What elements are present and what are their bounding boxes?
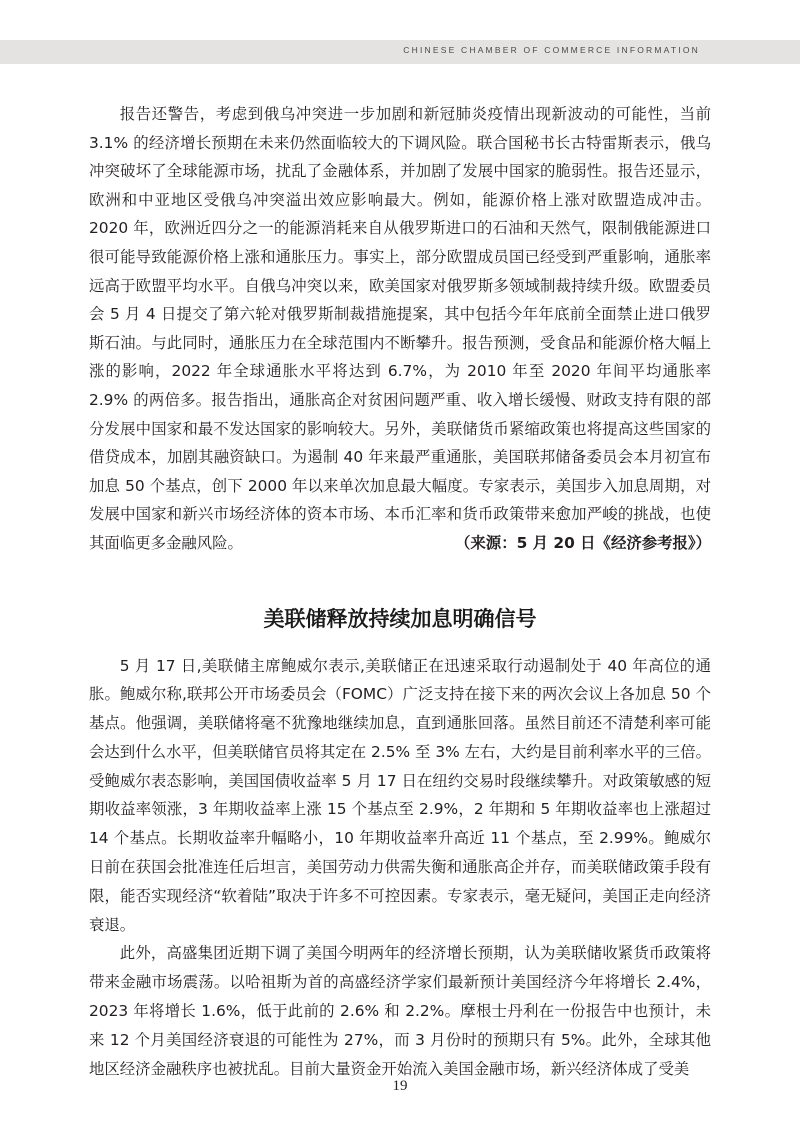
article-paragraph: 此外，高盛集团近期下调了美国今明两年的经济增长预期，认为美联储收紧货币政策将带来金融市场震荡。以哈祖斯为首的高盛经济学家们最新预计美国经济今年将增长 2.4%，2023 年将增长 1.6%，低于此前的 2.6% 和 2.2%。摩根士丹利在一份报告中也预计，未来 12 个月美国经济衰退的可能性为 27%，而 3 月份时的预期只有 5%。此外，全球其他地区经济金融秩序也被扰乱。目前大量资金开始流入美国金融市场，新兴经济体成了受美 [89,944,711,1078]
running-header-bar [0,40,800,64]
publication-title: CHINESE CHAMBER OF COMMERCE INFORMATION [403,45,700,55]
article-title: 美联储释放持续加息明确信号 [263,606,537,631]
article-paragraph: 5 月 17 日,美联储主席鲍威尔表示,美联储正在迅速采取行动遏制处于 40 年高位的通胀。鲍威尔称,联邦公开市场委员会（FOMC）广泛支持在接下来的两次会议上各加息 50 个基点。他强调，美联储将毫不犹豫地继续加息，直到通胀回落。虽然目前还不清楚利率可能会达到什么水平，但美联储官员将其定在 2.5% 至 3% 左右，大约是目前利率水平的三倍。受鲍威尔表态影响，美国国债收益率 5 月 17 日在纽约交易时段继续攀升。对政策敏感的短期收益率领涨，3 年期收益率上涨 15 个基点至 2.9%，2 年期和 5 年期收益率也上涨超过 14 个基点。长期收益率升幅略小，10 年期收益率升高近 11 个基点，至 2.99%。鲍威尔日前在获国会批准连任后坦言，美国劳动力供需失衡和通胀高企并存，而美联储政策手段有限，能否实现经济“软着陆”取决于许多不可控因素。专家表示，毫无疑问，美国正走向经济衰退。 [89,656,711,934]
article-source: （来源：5 月 20 日《经济参考报》） [455,533,711,552]
page-number: 19 [392,1078,408,1094]
article-paragraph: 报告还警告，考虑到俄乌冲突进一步加剧和新冠肺炎疫情出现新波动的可能性，当前3.1% 的经济增长预期在未来仍然面临较大的下调风险。联合国秘书长古特雷斯表示，俄乌冲突破坏了全球能源市场，扰乱了金融体系，并加剧了发展中国家的脆弱性。报告还显示，欧洲和中亚地区受俄乌冲突溢出效应影响最大。例如，能源价格上涨对欧盟造成冲击。2020 年，欧洲近四分之一的能源消耗来自从俄罗斯进口的石油和天然气，限制俄能源进口很可能导致能源价格上涨和通胀压力。事实上，部分欧盟成员国已经受到严重影响，通胀率远高于欧盟平均水平。自俄乌冲突以来，欧美国家对俄罗斯多领域制裁持续升级。欧盟委员会 5 月 4 日提交了第六轮对俄罗斯制裁措施提案，其中包括今年年底前全面禁止进口俄罗斯石油。与此同时，通胀压力在全球范围内不断攀升。报告预测，受食品和能源价格大幅上涨的影响，2022 年全球通胀水平将达到 6.7%，为 2010 年至 2020 年间平均通胀率 2.9% 的两倍多。报告指出，通胀高企对贫困问题严重、收入增长缓慢、财政支持有限的部分发展中国家和最不发达国家的影响较大。另外，美联储货币紧缩政策也将提高这些国家的借贷成本，加剧其融资缺口。为遏制 40 年来最严重通胀，美国联邦储备委员会本月初宣布加息 50 个基点，创下 2000 年以来单次加息最大幅度。专家表示，美国步入加息周期，对发展中国家和新兴市场经济体的资本市场、本币汇率和货币政策带来愈加严峻的挑战，也使其面临更多金融风险。 [89,105,711,552]
page-content [89,100,711,1083]
